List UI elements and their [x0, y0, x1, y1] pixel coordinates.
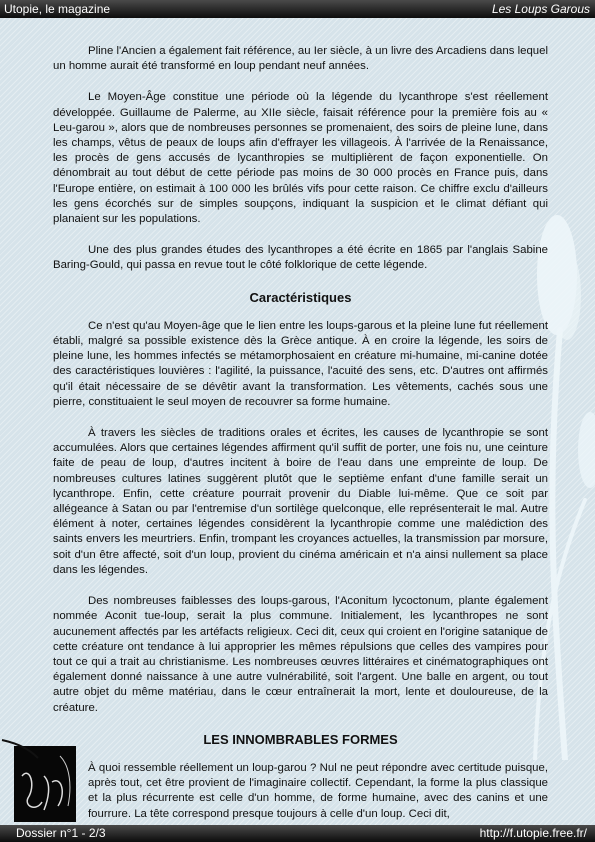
paragraph: Pline l'Ancien a également fait référence, au Ier siècle, à un livre des Arcadiens dans lequel un homme aurait été transformé en loup pendant neuf années.	[53, 45, 548, 73]
site-url: http://f.utopie.free.fr/	[479, 826, 587, 840]
paragraph: À travers les siècles de traditions orales et écrites, les causes de lycanthropie se sont accumulées. Alors que certaines légendes affirment qu'il suffit de porter, une fois nu, une ceinture faite de peau de loup, d'autres incitent à boire de l'eau dans une empreinte de loup. De nombreuses cultures latines suggèrent plutôt que le septième enfant d'une famille serait un lycanthrope. Enfin, cette créature pourrait provenir du Diable lui-même. Que ce soit par allégeance à Satan ou par l'entremise d'un sortilège quelconque, elle représenterait le mal. Autre élément à noter, certaines légendes considèrent la lycanthropie comme une malédiction des saints envers les meurtriers. Enfin, trompant les croyances actuelles, la transmission par morsure, soit d'un être affecté, soit d'un loup, provient du cinéma américain et n'a ainsi nullement sa place dans les légendes.	[53, 427, 548, 576]
top-bar	[0, 0, 595, 18]
magazine-title: Utopie, le magazine	[4, 2, 111, 16]
paragraph: À quoi ressemble réellement un loup-garou ? Nul ne peut répondre avec certitude puisque, après tout, cet être provient de l'imaginaire collectif. Cependant, la forme la plus classique et la plus récurrente est celle d'un homme, de forme humaine, avec des canins et une fourrure. La tête correspond presque toujours à celle d'un loup. Ceci dit,	[88, 761, 548, 820]
section-heading: Caractéristiques	[249, 289, 352, 305]
logo-signature	[0, 736, 80, 822]
paragraph: Une des plus grandes études des lycanthropes a été écrite en 1865 par l'anglais Sabine Baring-Gould, qui passa en revue tout le côté folklorique de cette légende.	[53, 244, 548, 272]
logo	[0, 736, 80, 822]
bottom-bar	[0, 825, 595, 842]
paragraph: Ce n'est qu'au Moyen-âge que le lien entre les loups-garous et la pleine lune fut réellement établi, malgré sa possible existence dès la Grèce antique. À en croire la légende, les soirs de pleine lune, les hommes infectés se métamorphosaient en créature mi-humaine, mi-canine dotée des caractéristiques louvières : l'agilité, la puissance, l'acuité des sens, etc. D'autres ont affirmés qu'il était nécessaire de se dévêtir avant la transformation. Les vêtements, cachés sous une pierre, constituaient le seul moyen de recouvrer sa forme humaine.	[53, 319, 548, 408]
page-indicator: Dossier n°1 - 2/3	[16, 826, 106, 840]
paragraph: Le Moyen-Âge constitue une période où la légende du lycanthrope s'est réellement développée. Guillaume de Palerme, au XIIe siècle, faisait référence pour la première fois au « Leu-garou », alors que de nombreuses personnes se promenaient, des soirs de pleine lune, dans les champs, vêtus de peaux de loups afin d'effrayer les villageois. À l'arrivée de la Renaissance, les procès de gens accusés de lycanthropies se multiplièrent de façon exponentielle. On dénombrait au tout début de cette période pas moins de 30 000 procès en France puis, dans l'Europe entière, on estimait à 100 000 les brûlés vifs pour cette raison. Ce chiffre exclu d'ailleurs les gens écorchés sur de simples soupçons, indiquant la suspicion et le climat défiant qui planaient sur les populations.	[53, 91, 548, 226]
section-title: Les Loups Garous	[491, 2, 590, 16]
section-heading: LES INNOMBRABLES FORMES	[203, 731, 398, 747]
paragraph: Des nombreuses faiblesses des loups-garous, l'Aconitum lycoctonum, plante également nommée Aconit tue-loup, serait la plus commune. Initialement, les lycanthropes ne sont aucunement affectés par les artéfacts religieux. Ceci dit, ceux qui croient en l'origine satanique de cette créature ont tendance à lui approprier les mêmes répulsions que celles des vampires pour tout ce qui a trait au christianisme. Les nombreuses œuvres littéraires et cinématographiques ont également donné naissance à une autre vulnérabilité, soit l'argent. Une balle en argent, ou tout autre objet du même matériau, dans le cœur entraînerait la mort, lente et douloureuse, de la créature.	[53, 595, 548, 714]
article-body	[53, 44, 548, 838]
